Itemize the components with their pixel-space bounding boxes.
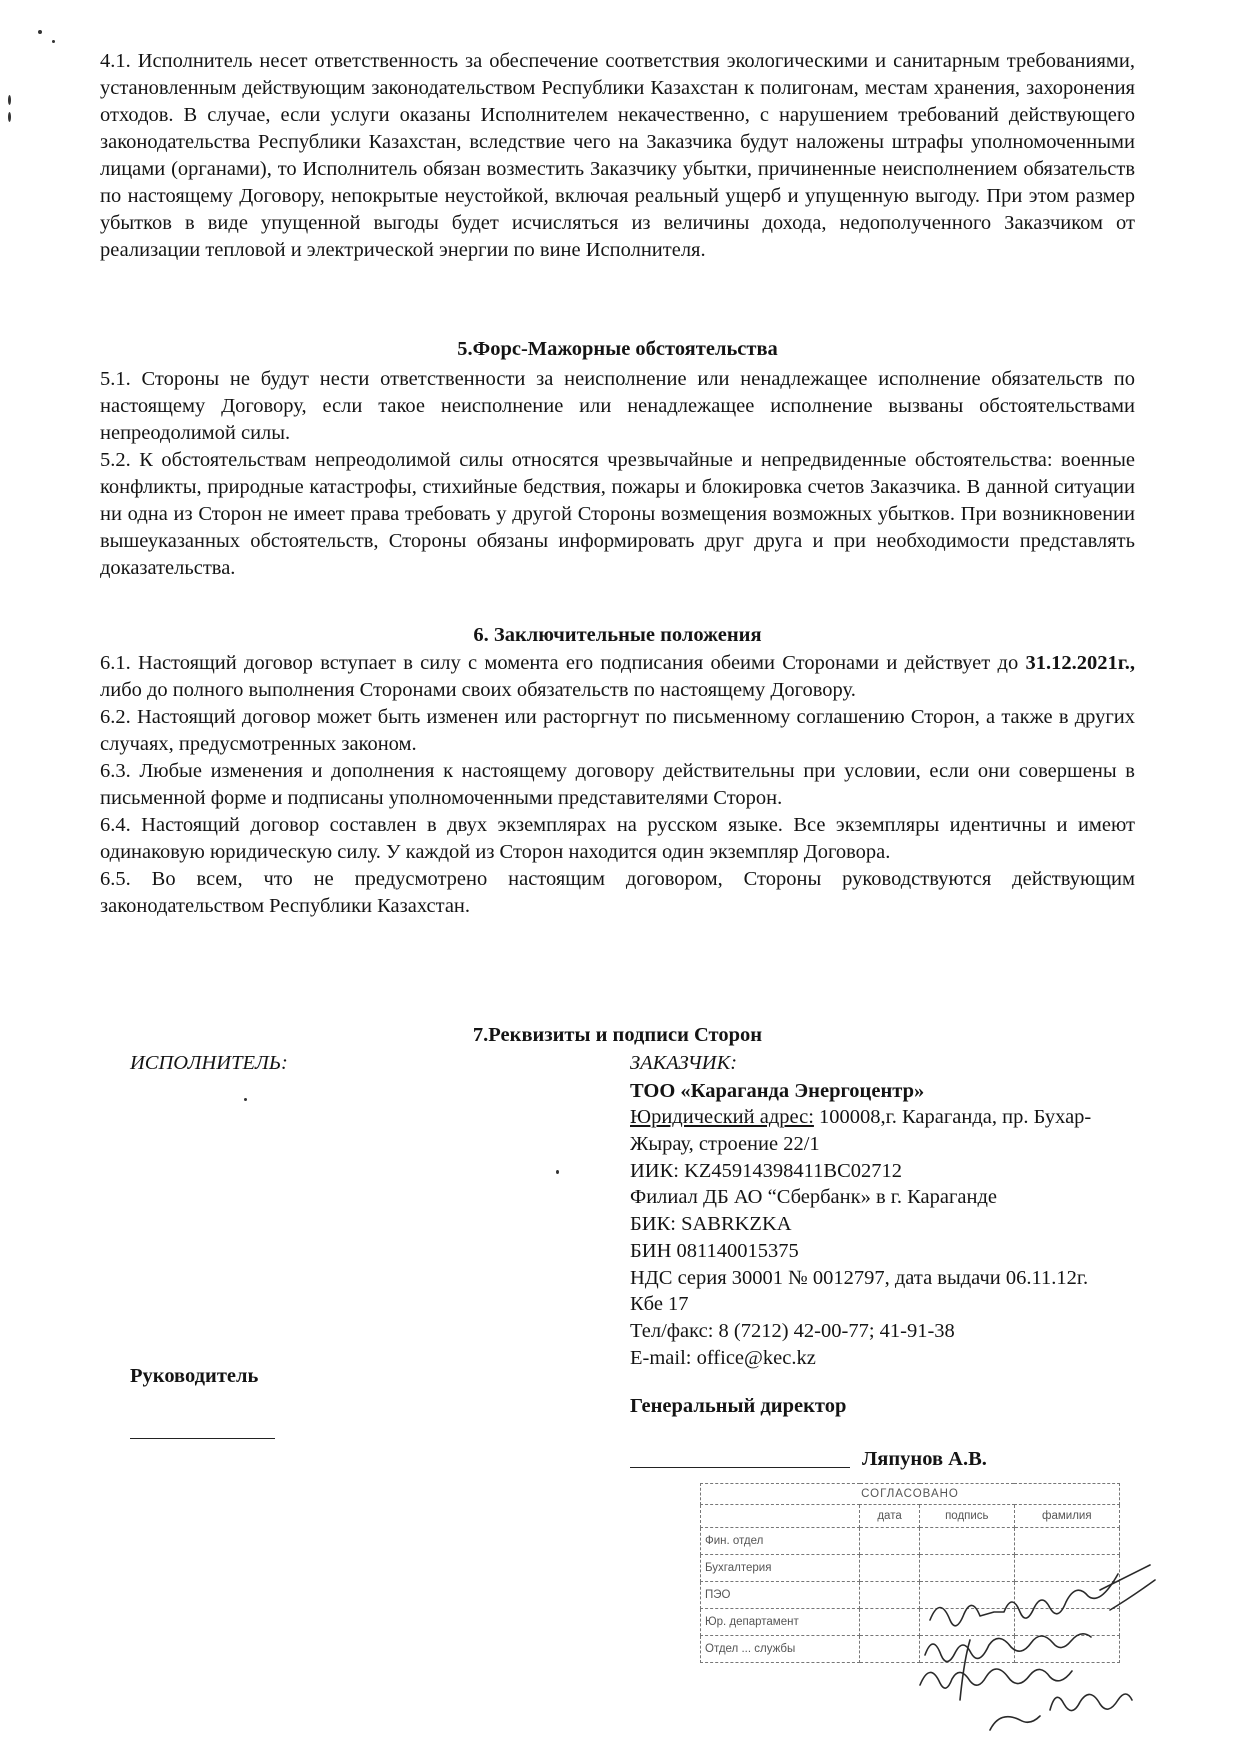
approval-row-label: Бухгалтерия [701, 1555, 860, 1582]
approval-row-label: ПЭО [701, 1582, 860, 1609]
clause-6-3: 6.3. Любые изменения и дополнения к настоящему договору действительны при условии, если они совершены в письменной форме и подписаны уполномоченными представителями Сторон. [100, 760, 1135, 809]
approval-row-label: Юр. департамент [701, 1609, 860, 1636]
signature-stroke [925, 1634, 1091, 1662]
customer-nds: НДС серия 30001 № 0012797, дата выдачи 06.11.12г. [630, 1267, 1089, 1289]
section-5 [100, 366, 1135, 582]
executor-label: ИСПОЛНИТЕЛЬ: [130, 1052, 288, 1074]
clause-4-1: 4.1. Исполнитель несет ответственность за обеспечение соответствия экологическими и санитарным требованиями, установленным действующим законодательством Республики Казахстан к полигонам, местам хранения, захоронения отходов. В случае, если услуги оказаны Исполнителем некачественно, с нарушением требований действующего законодательства Республики Казахстан, вследствие чего на Заказчика будут наложены штрафы уполномоченными лицами (органами), то Исполнитель обязан возместить Заказчику убытки, причиненные неисполнением обязательств по настоящему Договору, непокрытые неустойкой, включая реальный ущерб и упущенную выгоду. При этом размер убытков в виде упущенной выгоды будет исчисляться из величины дохода, недополученного Заказчиком от реализации тепловой и электрической энергии по вине Исполнителя. [100, 50, 1135, 261]
address-line-1: 100008,г. Караганда, пр. Бухар- [813, 1106, 1092, 1128]
clause-5-1: 5.1. Стороны не будут нести ответственности за неисполнение или ненадлежащее исполнение обязательств по настоящему Договору, если такое неисполнение или ненадлежащее исполнение вызваны обстоятельствами непреодолимой силы. [100, 368, 1135, 444]
customer-label: ЗАКАЗЧИК: [630, 1052, 738, 1074]
approval-title: СОГЛАСОВАНО [701, 1484, 1120, 1505]
approval-col-sign: подпись [920, 1505, 1014, 1528]
approval-row-label: Фин. отдел [701, 1528, 860, 1555]
scan-speck [52, 40, 55, 43]
scan-speck [244, 1098, 247, 1101]
clause-5-2: 5.2. К обстоятельствам непреодолимой силы относятся чрезвычайные и непредвиденные обстоятельства: военные конфликты, природные катастрофы, стихийные бедствия, пожары и блокировка счетов Заказчика. В данной ситуации ни одна из Сторон не имеет права требовать у другой Стороны возмещения возможных убытков. При возникновении вышеуказанных обстоятельств, Стороны обязаны информировать друг друга и при необходимости представлять доказательства. [100, 449, 1135, 579]
customer-email: E-mail: office@kec.kz [630, 1347, 816, 1369]
customer-bik: БИК: SABRKZKA [630, 1213, 792, 1235]
clause-6-1-text-end: либо до полного выполнения Сторонами своих обязательств по настоящему Договору. [100, 679, 856, 701]
signature-stroke [1100, 1565, 1155, 1610]
section-5-heading: 5.Форс-Мажорные обстоятельства [457, 338, 778, 360]
scan-speck [8, 95, 11, 105]
section-6-heading: 6. Заключительные положения [473, 624, 762, 646]
customer-kbe: Кбе 17 [630, 1293, 689, 1315]
approval-col-name: фамилия [1014, 1505, 1119, 1528]
customer-bin: БИН 081140015375 [630, 1240, 799, 1262]
customer-bank: Филиал ДБ АО “Сбербанк» в г. Караганде [630, 1186, 997, 1208]
approval-col-date: дата [860, 1505, 920, 1528]
clause-6-1-text: 6.1. Настоящий договор вступает в силу с момента его подписания обеими Сторонами и действует до [100, 652, 1026, 674]
section-6 [100, 650, 1135, 920]
section-7-heading: 7.Реквизиты и подписи Сторон [472, 1024, 763, 1046]
customer-name: ТОО «Караганда Энергоцентр» [630, 1080, 925, 1102]
address-label: Юридический адрес: [630, 1106, 814, 1128]
customer-address [630, 1104, 1091, 1131]
customer-signature-line [630, 1467, 850, 1468]
scan-speck [38, 30, 42, 34]
section-4 [100, 48, 1135, 264]
clause-6-1 [100, 650, 1135, 704]
scan-speck [8, 112, 11, 122]
signature-stroke [1050, 1694, 1132, 1711]
customer-phone: Тел/факс: 8 (7212) 42-00-77; 41-91-38 [630, 1320, 955, 1342]
approval-row-label: Отдел ... службы [701, 1636, 860, 1663]
scan-speck [556, 1170, 559, 1174]
customer-role: Генеральный директор [630, 1395, 847, 1417]
address-line-2: Жырау, строение 22/1 [630, 1133, 820, 1155]
approval-corner [701, 1505, 860, 1528]
customer-signer: Ляпунов А.В. [862, 1448, 987, 1470]
clause-6-4: 6.4. Настоящий договор составлен в двух экземплярах на русском языке. Все экземпляры идентичны и имеют одинаковую юридическую силу. У каждой из Сторон находится один экземпляр Договора. [100, 814, 1135, 863]
customer-iik: ИИК: KZ45914398411BC02712 [630, 1160, 903, 1182]
clause-6-5: 6.5. Во всем, что не предусмотрено настоящим договором, Стороны руководствуются действующим законодательством Республики Казахстан. [100, 868, 1135, 917]
signature-stroke [920, 1669, 1072, 1688]
signature-stroke [930, 1574, 1118, 1626]
executor-signature-line [130, 1438, 275, 1439]
contract-end-date: 31.12.2021г., [1025, 652, 1135, 674]
executor-role: Руководитель [130, 1365, 259, 1387]
clause-6-2: 6.2. Настоящий договор может быть изменен или расторгнут по письменному соглашению Сторон, а также в других случаях, предусмотренных законом. [100, 706, 1135, 755]
handwritten-signatures [900, 1550, 1160, 1740]
